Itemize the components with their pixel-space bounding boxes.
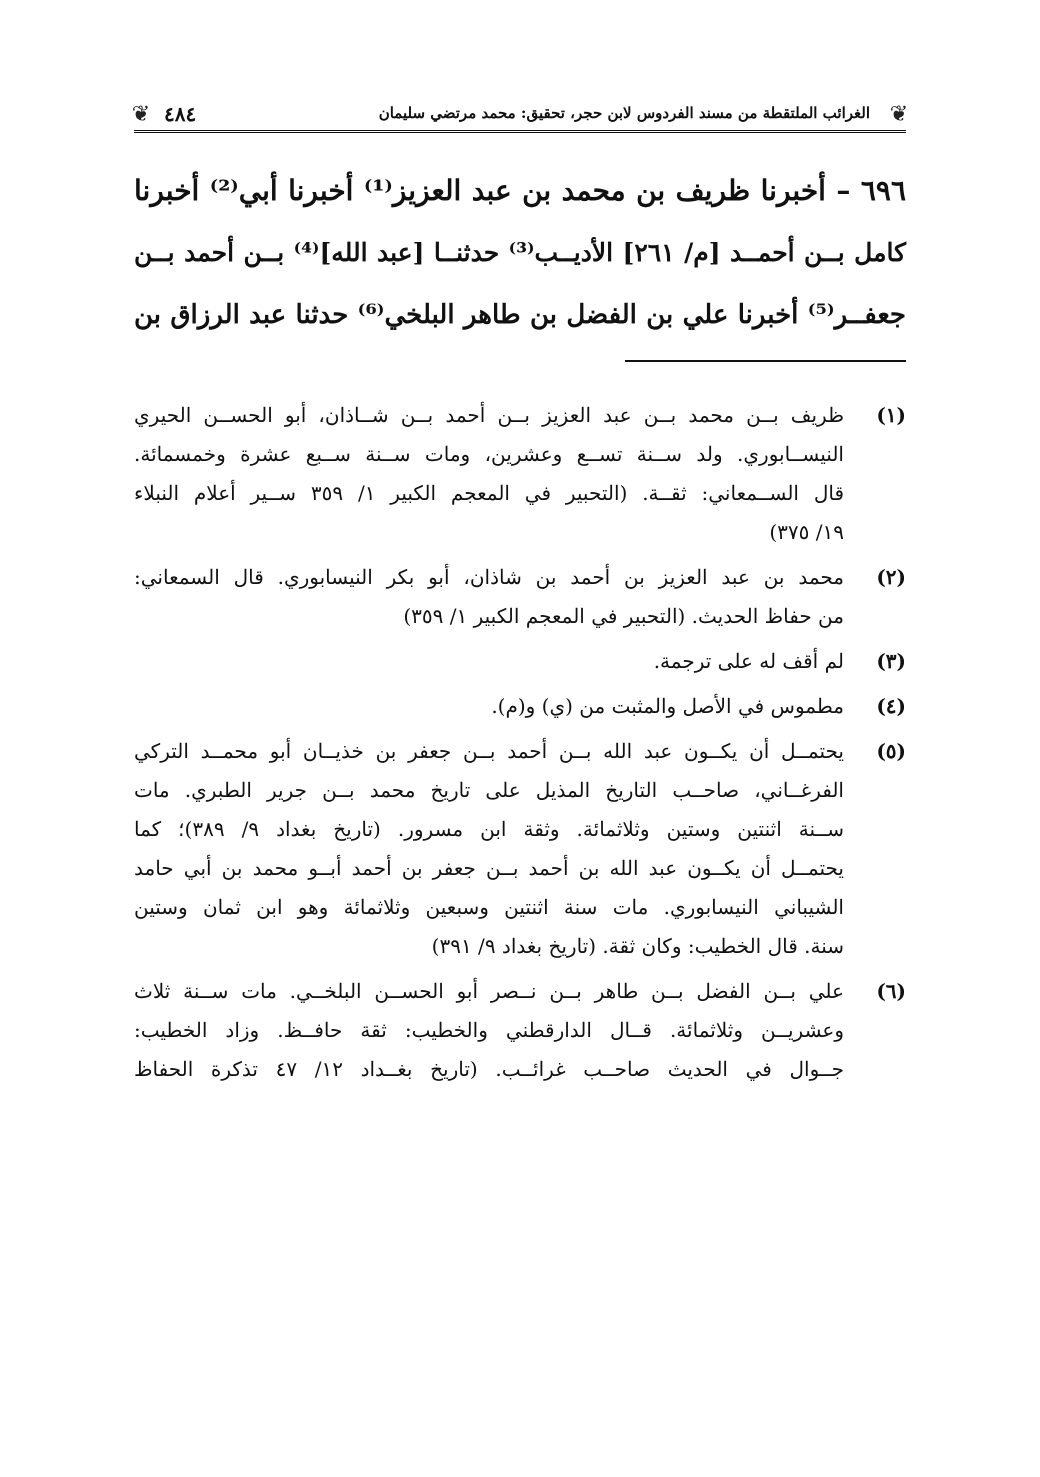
footnote	[134, 687, 906, 726]
footnote-separator	[625, 360, 906, 362]
footnote	[134, 642, 906, 681]
footnote	[134, 972, 906, 1089]
footnote-line: محمد بن عبد العزيز بن أحمد بن شاذان، أبو بكر النيسابوري. قال السمعاني:	[134, 565, 844, 589]
footnote-line: من حفاظ الحديث. (التحبير في المعجم الكبير ١/ ٣٥٩)	[403, 604, 844, 628]
footnote-line: ١٩/ ٣٧٥)	[769, 520, 844, 544]
header-title: الغرائب الملتقطة من مسند الفردوس لابن حجر، تحقيق: محمد مرتضي سليمان	[378, 104, 870, 122]
footnote	[134, 732, 906, 966]
footnote-line: يحتمــل أن يكــون عبد الله بــن أحمد بــن جعفر بن خذيــان أبو محمــد التركي	[134, 739, 844, 763]
footnote-line: ســنة اثنتين وستين وثلاثمائة. وثقة ابن مسرور. (تاريخ بغداد ٩/ ٣٨٩)؛ كما	[134, 817, 844, 841]
footnote-line: قال الســمعاني: ثقــة. (التحبير في المعجم الكبير ١/ ٣٥٩ ســير أعلام النبلاء	[134, 481, 845, 505]
footnote-number: (٣)	[876, 649, 906, 673]
running-header	[131, 100, 909, 136]
footnote-line: الفرغــاني، صاحــب التاريخ المذيل على تاريخ محمد بــن جرير الطبري. مات	[134, 778, 844, 802]
footnote	[134, 558, 906, 636]
footnote	[134, 396, 906, 552]
main-text-line: جعفــر⁽⁵⁾ أخبرنا علي بن الفضل بن طاهر البلخي⁽⁶⁾ حدثنا عبد الرزاق بن	[134, 300, 906, 330]
footnote-number: (٥)	[876, 739, 906, 763]
footnote-number: (١)	[876, 403, 906, 427]
ornament-icon: ❦	[131, 102, 151, 127]
footnote-line: يحتمــل أن يكــون عبد الله بن أحمد بــن جعفر بن أحمد أبــو محمد بن أبي حامد	[134, 856, 844, 880]
page-number: ٤٨٤	[164, 102, 197, 126]
main-text-line: كامل بــن أحمــد [م/ ٢٦١] الأديــب⁽³⁾ حدثنــا [عبد الله]⁽⁴⁾ بــن أحمد بــن	[134, 238, 906, 267]
footnote-line: النيســابوري. ولد ســنة تســع وعشرين، ومات ســنة ســبع عشرة وخمسمائة.	[134, 442, 844, 466]
main-text	[134, 160, 906, 346]
footnote-line: سنة. قال الخطيب: وكان ثقة. (تاريخ بغداد ٩/ ٣٩١)	[431, 934, 844, 958]
footnote-number: (٤)	[876, 694, 906, 718]
footnotes	[134, 396, 906, 1095]
header-rule	[134, 130, 906, 133]
footnote-line: لم أقف له على ترجمة.	[653, 649, 844, 673]
footnote-line: مطموس في الأصل والمثبت من (ي) و(م).	[491, 694, 844, 718]
main-text-line: ٦٩٦ – أخبرنا ظريف بن محمد بن عبد العزيز⁽¹⁾ أخبرنا أبي⁽²⁾ أخبرنا	[134, 174, 906, 207]
footnote-number: (٦)	[876, 979, 906, 1003]
footnote-line: الشيباني النيسابوري. مات سنة اثنتين وسبعين وثلاثمائة وهو ابن ثمان وستين	[134, 895, 844, 919]
footnote-line: جــوال في الحديث صاحــب غرائــب. (تاريخ بغــداد ١٢/ ٤٧ تذكرة الحفاظ	[134, 1057, 844, 1081]
ornament-icon: ❦	[889, 102, 909, 127]
footnote-line: ظريف بــن محمد بــن عبد العزيز بــن أحمد بــن شــاذان، أبو الحســن الحيري	[134, 403, 844, 427]
footnote-number: (٢)	[876, 565, 906, 589]
footnote-line: علي بــن الفضل بــن طاهر بــن نــصر أبو الحســن البلخــي. مات ســنة ثلاث	[134, 979, 844, 1003]
footnote-line: وعشريــن وثلاثمائة. قــال الدارقطني والخطيب: ثقة حافــظ. وزاد الخطيب:	[134, 1018, 844, 1042]
